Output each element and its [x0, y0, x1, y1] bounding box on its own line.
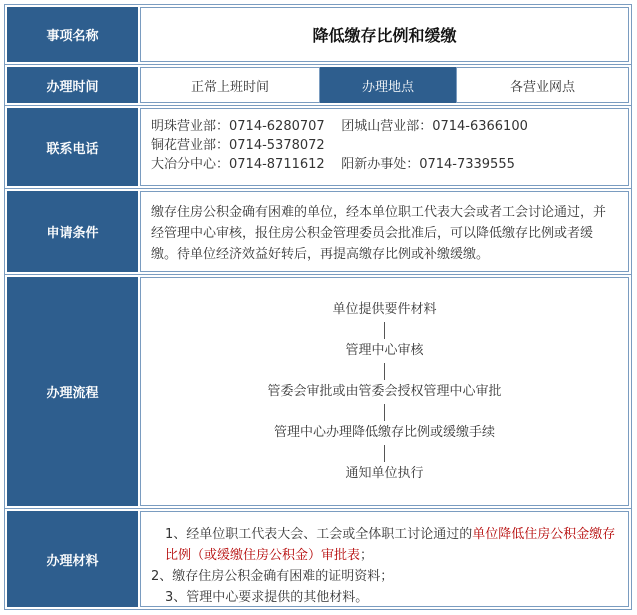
flow-step: 管委会审批或由管委会授权管理中心审批: [267, 383, 502, 399]
flow-connector: [384, 445, 385, 462]
item-name-value: 降低缴存比例和缓缴: [140, 7, 629, 62]
flow-connector: [384, 404, 385, 421]
row-item-name: [5, 5, 631, 64]
flow-connector: [384, 322, 385, 339]
phone-line: 明珠营业部：0714-6280707 团城山营业部：0714-6366100: [151, 119, 528, 134]
flow-step: 通知单位执行: [345, 465, 424, 481]
flow-step: 单位提供要件材料: [332, 301, 437, 317]
material-item: 3、管理中心要求提供的其他材料。: [165, 590, 369, 605]
phone-line: 铜花营业部：0714-5378072: [151, 138, 325, 153]
conditions-label: 申请条件: [7, 191, 138, 272]
service-info-table: [4, 4, 632, 610]
conditions-text: 缴存住房公积金确有困难的单位，经本单位职工代表大会或者工会讨论通过，并经管理中心审核，报住房公积金管理委员会批准后，可以降低缴存比例或者缓缴。待单位经济效益好转后，再提高缴存比例或补缴缓缴。: [140, 191, 629, 272]
location-label: 办理地点: [320, 67, 456, 103]
material-item: 2、缴存住房公积金确有困难的证明资料；: [151, 569, 394, 584]
row-materials: [5, 509, 631, 609]
time-value: 正常上班时间: [140, 67, 320, 103]
process-flow: [140, 277, 629, 506]
item-name-label: 事项名称: [7, 7, 138, 62]
material-text: ；: [360, 548, 374, 563]
row-conditions: [5, 189, 631, 274]
row-phone: [5, 106, 631, 188]
row-process: [5, 275, 631, 508]
phone-list: [140, 108, 629, 186]
location-value: 各营业网点: [456, 67, 629, 103]
flow-step: 管理中心办理降低缴存比例或缓缴手续: [273, 424, 495, 440]
material-text: 1、经单位职工代表大会、工会或全体职工讨论通过的: [165, 527, 473, 542]
flow-step: 管理中心审核: [345, 342, 424, 358]
materials-list: [140, 511, 629, 607]
time-label: 办理时间: [7, 67, 138, 103]
phone-label: 联系电话: [7, 108, 138, 186]
process-label: 办理流程: [7, 277, 138, 506]
approval-form-text: 单位降低住房公积金缴存比例（或缓缴住房公积金）审批表: [165, 527, 616, 563]
row-time-location: [5, 65, 631, 105]
material-item: [151, 524, 618, 566]
phone-line: 大冶分中心：0714-8711612 阳新办事处：0714-7339555: [151, 157, 515, 172]
flow-connector: [384, 363, 385, 380]
materials-label: 办理材料: [7, 511, 138, 607]
